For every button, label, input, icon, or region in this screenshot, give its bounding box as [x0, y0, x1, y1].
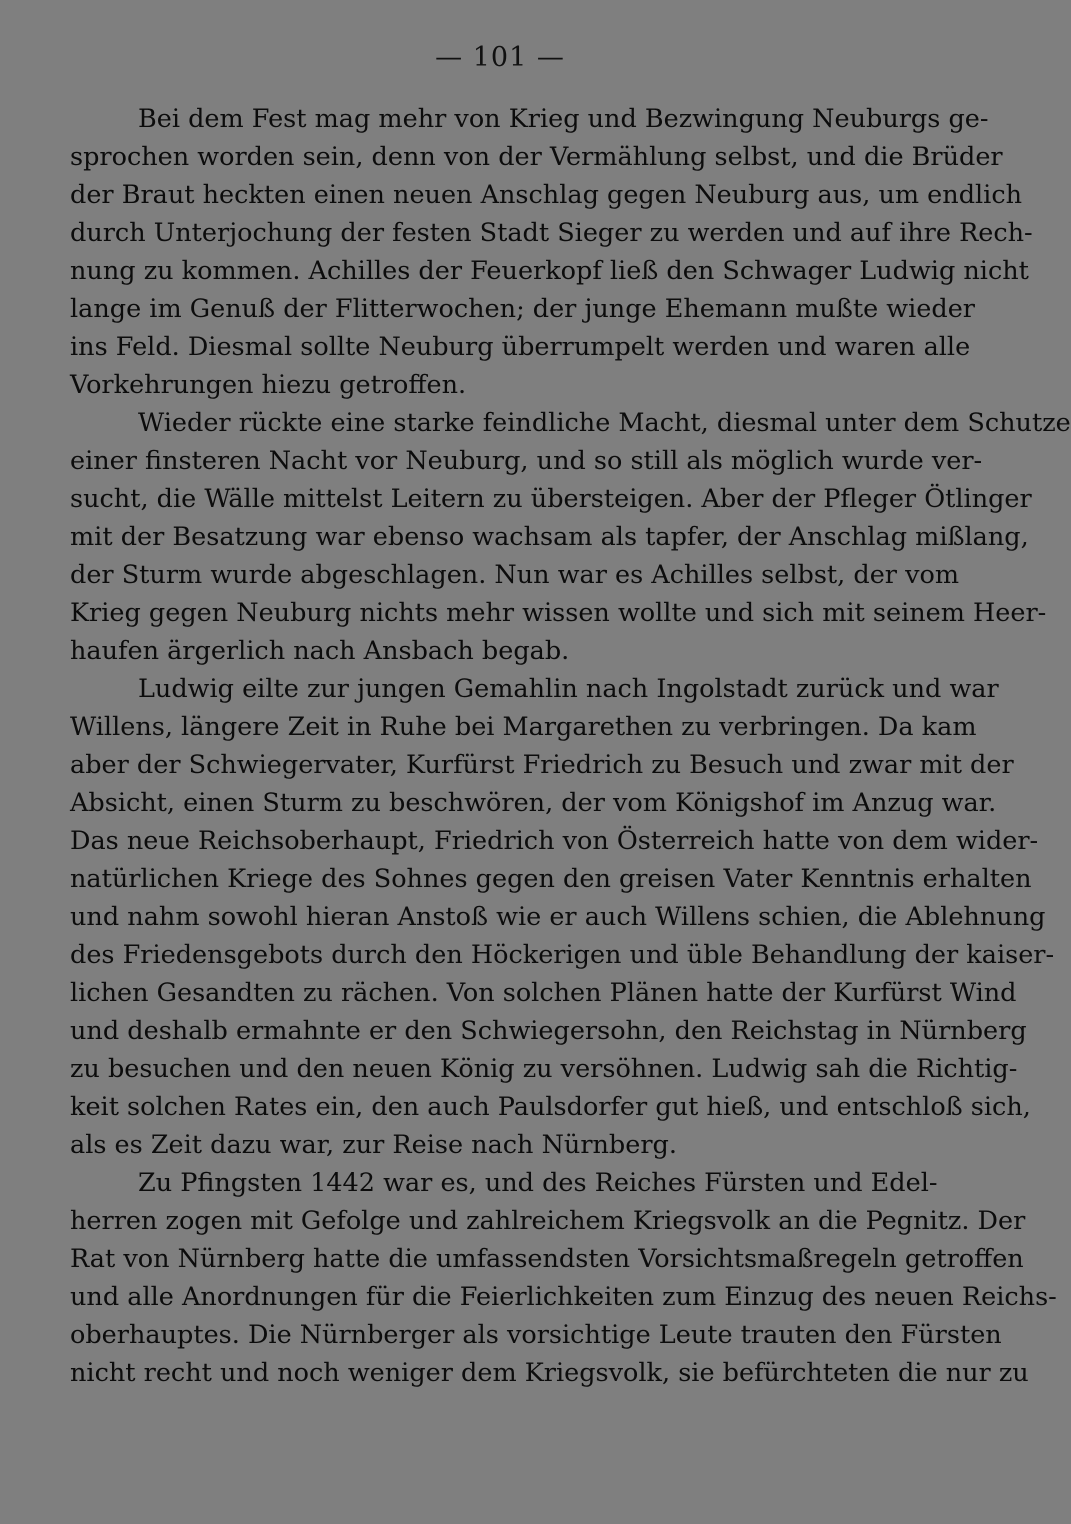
text-line: einer finsteren Nacht vor Neuburg, und so still als möglich wurde ver- [70, 446, 983, 476]
text-line: Krieg gegen Neuburg nichts mehr wissen wollte und sich mit seinem Heer- [70, 598, 1047, 628]
text-line: Rat von Nürnberg hatte die umfassendsten Vorsichtsmaßregeln getroffen [70, 1244, 1024, 1274]
text-line: oberhauptes. Die Nürnberger als vorsichtige Leute trauten den Fürsten [70, 1320, 1002, 1350]
text-line: der Braut heckten einen neuen Anschlag gegen Neuburg aus, um endlich [70, 180, 1023, 210]
paragraph [70, 100, 1033, 404]
text-line: Bei dem Fest mag mehr von Krieg und Bezwingung Neuburgs ge- [138, 104, 989, 134]
text-line: nung zu kommen. Achilles der Feuerkopf ließ den Schwager Ludwig nicht [70, 256, 1029, 286]
text-line: und deshalb ermahnte er den Schwiegersohn, den Reichstag in Nürnberg [70, 1016, 1027, 1046]
text-line: nicht recht und noch weniger dem Kriegsvolk, sie befürchteten die nur zu [70, 1358, 1029, 1388]
paragraph [70, 404, 1071, 670]
text-line: haufen ärgerlich nach Ansbach begab. [70, 636, 570, 666]
text-line: Vorkehrungen hiezu getroffen. [70, 370, 467, 400]
text-line: Zu Pfingsten 1442 war es, und des Reiches Fürsten und Edel- [138, 1168, 938, 1198]
text-line: und nahm sowohl hieran Anstoß wie er auch Willens schien, die Ablehnung [70, 902, 1046, 932]
text-line: als es Zeit dazu war, zur Reise nach Nürnberg. [70, 1130, 677, 1160]
text-line: lichen Gesandten zu rächen. Von solchen Plänen hatte der Kurfürst Wind [70, 978, 1017, 1008]
paragraph [70, 1164, 1057, 1392]
text-line: sucht, die Wälle mittelst Leitern zu übersteigen. Aber der Pfleger Ötlinger [70, 484, 1032, 514]
body-text [70, 100, 1071, 1392]
text-line: keit solchen Rates ein, den auch Paulsdorfer gut hieß, und entschloß sich, [70, 1092, 1031, 1122]
page-number: — 101 — [435, 42, 565, 73]
text-line: durch Unterjochung der festen Stadt Sieger zu werden und auf ihre Rech- [70, 218, 1033, 248]
text-line: natürlichen Kriege des Sohnes gegen den greisen Vater Kenntnis erhalten [70, 864, 1032, 894]
text-line: zu besuchen und den neuen König zu versöhnen. Ludwig sah die Richtig- [70, 1054, 1018, 1084]
text-line: Wieder rückte eine starke feindliche Macht, diesmal unter dem Schutze [138, 408, 1071, 438]
text-line: Willens, längere Zeit in Ruhe bei Margarethen zu verbringen. Da kam [70, 712, 977, 742]
text-line: Ludwig eilte zur jungen Gemahlin nach Ingolstadt zurück und war [138, 674, 999, 704]
text-line: Das neue Reichsoberhaupt, Friedrich von Österreich hatte von dem wider- [70, 826, 1039, 856]
text-line: ins Feld. Diesmal sollte Neuburg überrumpelt werden und waren alle [70, 332, 971, 362]
text-line: und alle Anordnungen für die Feierlichkeiten zum Einzug des neuen Reichs- [70, 1282, 1057, 1312]
paragraph [70, 670, 1055, 1164]
text-line: sprochen worden sein, denn von der Vermählung selbst, und die Brüder [70, 142, 1003, 172]
text-line: aber der Schwiegervater, Kurfürst Friedrich zu Besuch und zwar mit der [70, 750, 1014, 780]
text-line: der Sturm wurde abgeschlagen. Nun war es Achilles selbst, der vom [70, 560, 960, 590]
text-line: mit der Besatzung war ebenso wachsam als tapfer, der Anschlag mißlang, [70, 522, 1029, 552]
text-line: herren zogen mit Gefolge und zahlreichem Kriegsvolk an die Pegnitz. Der [70, 1206, 1026, 1236]
text-line: lange im Genuß der Flitterwochen; der junge Ehemann mußte wieder [70, 294, 975, 324]
text-line: des Friedensgebots durch den Höckerigen und üble Behandlung der kaiser- [70, 940, 1055, 970]
text-line: Absicht, einen Sturm zu beschwören, der vom Königshof im Anzug war. [70, 788, 997, 818]
